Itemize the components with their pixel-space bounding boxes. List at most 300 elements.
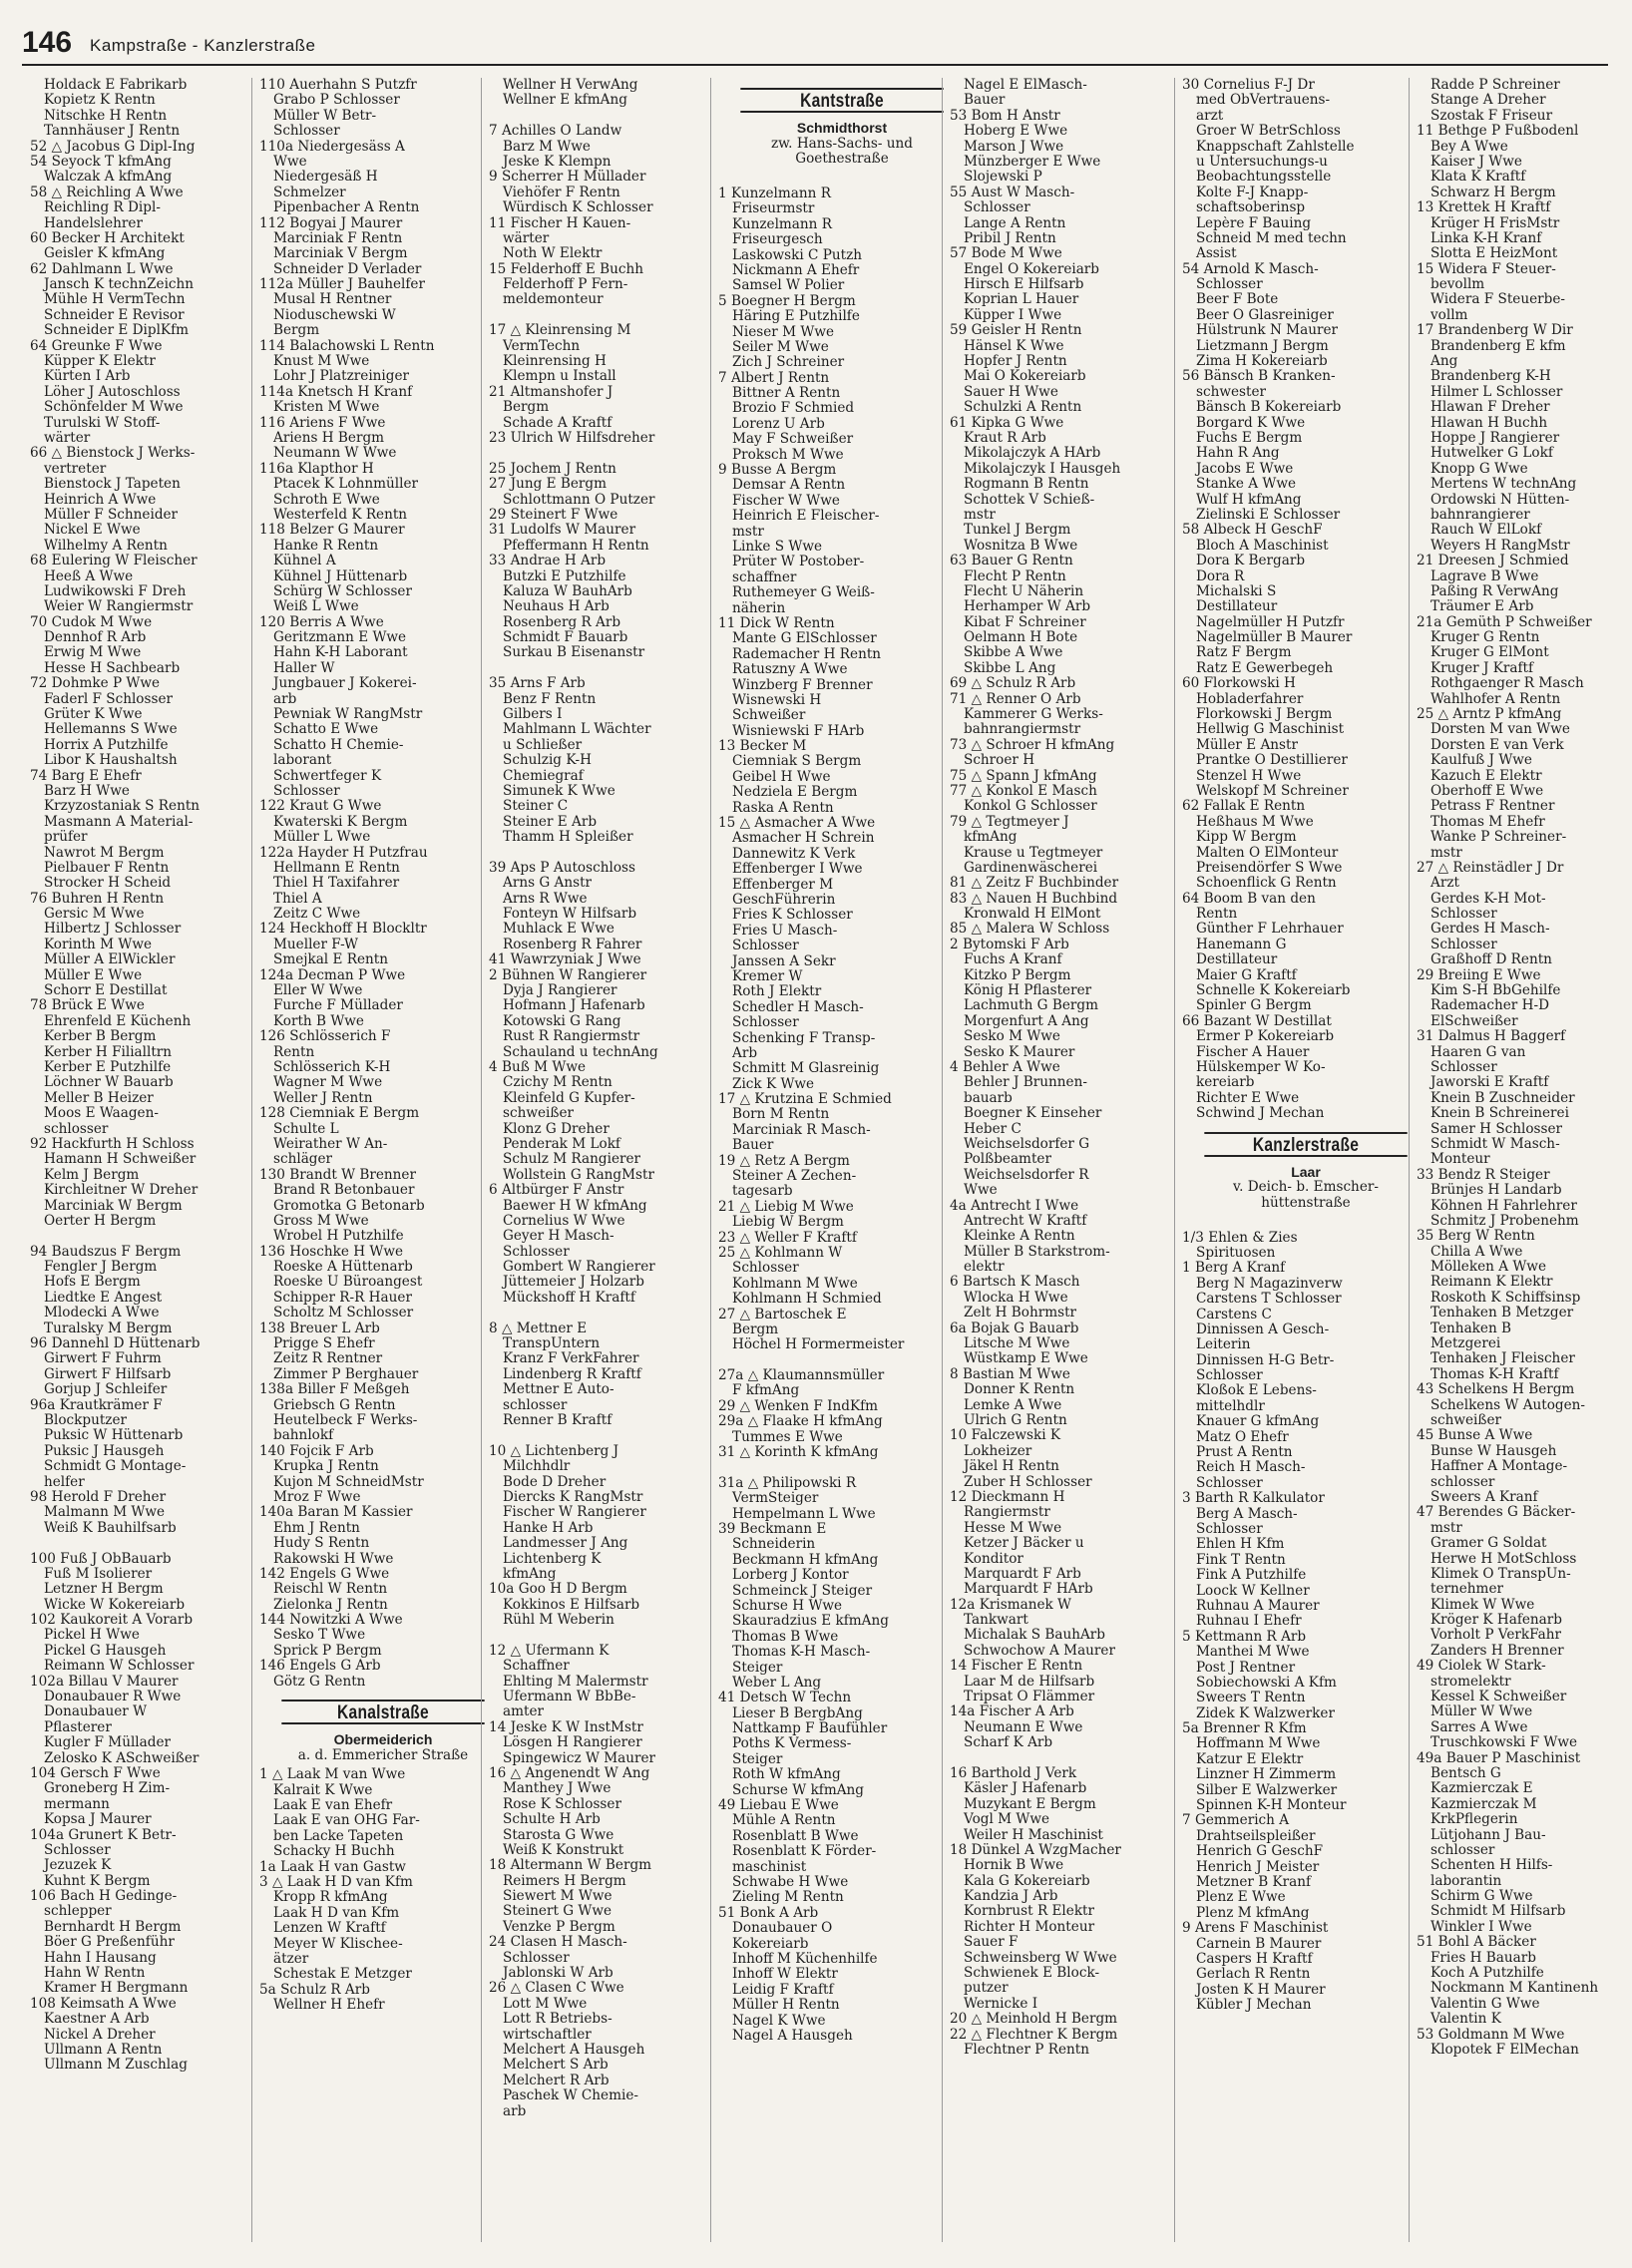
street-name: Kantstraße [740, 88, 943, 113]
directory-entry: Kerber E Putzhilfe [44, 1060, 172, 1075]
directory-entry: 1 Berg A Kranf [1182, 1261, 1286, 1277]
directory-entry: Wwe [964, 1183, 998, 1199]
directory-entry: 3 Barth R Kalkulator [1182, 1491, 1325, 1507]
directory-entry: Kraut R Arb [964, 430, 1046, 446]
directory-entry: Renner B Kraftf [503, 1412, 612, 1428]
directory-entry: 51 Bonk A Arb [718, 1905, 819, 1921]
directory-entry: Pickel H Wwe [44, 1628, 140, 1644]
directory-entry: 62 Fallak E Rentn [1182, 799, 1306, 815]
directory-entry: Handelslehrer [44, 215, 143, 231]
directory-entry: Winzberg F Brenner [732, 677, 873, 693]
directory-entry: Simunek K Wwe [503, 783, 615, 799]
directory-entry: kfmAng [964, 830, 1018, 846]
directory-entry: Tenhaken J Fleischer [1430, 1351, 1575, 1367]
directory-entry: Lindenberg R Kraftf [503, 1366, 641, 1382]
directory-entry: Thiel H Taxifahrer [273, 876, 400, 892]
directory-entry: Lichtenberg K [503, 1551, 602, 1567]
directory-entry: Mückshoff H Kraftf [503, 1290, 635, 1306]
directory-entry: Schlosser [503, 1244, 570, 1260]
directory-entry: 55 Aust W Masch- [950, 185, 1075, 200]
directory-entry: 128 Ciemniak E Bergm [259, 1106, 420, 1122]
directory-entry: Hülstrunk N Maurer [1196, 323, 1338, 339]
directory-entry: Ufermann W BbBe- [503, 1690, 636, 1705]
directory-entry: Thiel A [273, 891, 322, 907]
directory-entry: Jacobs E Wwe [1196, 461, 1294, 477]
directory-entry: Gerlach R Rentn [1196, 1967, 1311, 1983]
directory-entry: 27 △ Bartoschek E [718, 1307, 847, 1323]
directory-entry: Schlosser [1430, 1060, 1497, 1075]
directory-entry: Loock W Kellner [1196, 1583, 1310, 1599]
directory-entry: Schestak E Metzger [273, 1967, 412, 1983]
directory-entry: Schlosser [273, 783, 340, 799]
directory-entry: Lohr J Platzreiniger [273, 369, 410, 385]
directory-entry: Koprian L Hauer [964, 292, 1079, 308]
directory-entry: 104 Gersch F Wwe [30, 1765, 161, 1781]
directory-entry: Marson J Wwe [964, 139, 1064, 155]
directory-entry: schläger [273, 1152, 333, 1168]
directory-entry: 31 Dalmus H Baggerf [1417, 1029, 1566, 1045]
directory-entry: Höchel H Formermeister [732, 1337, 905, 1353]
directory-entry: Meller B Heizer [44, 1090, 154, 1106]
directory-entry: 29 Breiing E Wwe [1417, 967, 1541, 983]
directory-entry: schlosser [44, 1121, 109, 1137]
directory-entry: Gerdes K-H Mot- [1430, 891, 1546, 907]
directory-entry: Meyer W Klischee- [273, 1936, 403, 1952]
directory-entry: 124a Decman P Wwe [259, 967, 406, 983]
directory-entry: 21 Altmanshofer J [489, 384, 613, 400]
directory-entry: Sauer F [964, 1935, 1019, 1951]
directory-entry: 140 Fojcik F Arb [259, 1443, 374, 1459]
directory-entry: Zich J Schreiner [732, 355, 845, 371]
directory-entry: Kibat F Schreiner [964, 614, 1086, 630]
directory-entry: wärter [44, 430, 91, 446]
directory-entry: Kala G Kokereiarb [964, 1873, 1090, 1889]
directory-entry: Rothgaenger R Masch [1430, 676, 1584, 692]
directory-entry: Steiner E Arb [503, 814, 598, 830]
directory-entry: Rentn [273, 1044, 315, 1060]
directory-entry: 17 Brandenberg W Dir [1417, 323, 1573, 339]
directory-entry: 5a Brenner R Kfm [1182, 1721, 1307, 1737]
directory-entry: Girwert F Hilfsarb [44, 1366, 172, 1382]
directory-entry: mermann [44, 1796, 110, 1812]
directory-entry: 16 △ Angenendt W Ang [489, 1765, 650, 1781]
directory-entry: Knauer G kfmAng [1196, 1414, 1320, 1430]
directory-entry: Cornelius W Wwe [503, 1213, 625, 1229]
directory-entry: Kazuch E Elektr [1430, 768, 1542, 784]
directory-entry: Wahlhofer A Rentn [1430, 691, 1561, 707]
directory-entry: Chilla A Wwe [1430, 1244, 1523, 1260]
directory-entry: Schlosser [964, 200, 1030, 216]
directory-entry: Jaworski E Kraftf [1430, 1075, 1549, 1091]
directory-entry: ElSchweißer [1430, 1013, 1518, 1029]
directory-entry: Löchner W Bauarb [44, 1075, 174, 1091]
directory-entry: Lagrave B Wwe [1430, 568, 1539, 584]
directory-entry: Schlosser [732, 939, 799, 954]
directory-entry: Ruhnau I Ehefr [1196, 1614, 1302, 1630]
directory-entry: Tenhaken B [1430, 1321, 1512, 1336]
directory-entry: Hahn W Rentn [44, 1966, 146, 1982]
directory-entry [718, 1460, 966, 1475]
directory-entry: Rust R Rangiermstr [503, 1029, 640, 1045]
directory-entry: Schlosser [1430, 937, 1497, 952]
directory-entry: Butzki E Putzhilfe [503, 568, 626, 584]
directory-entry: Hoberg E Wwe [964, 124, 1068, 140]
directory-entry: Brandenberg K-H [1430, 369, 1551, 385]
directory-entry: Ang [1430, 354, 1458, 370]
directory-entry [489, 446, 736, 461]
directory-entry: Käsler J Hafenarb [964, 1781, 1087, 1797]
directory-entry: Bunse W Hausgeh [1430, 1443, 1557, 1459]
directory-entry: Fries H Bauarb [1430, 1950, 1536, 1966]
directory-entry: Kunzelmann R [732, 216, 832, 232]
directory-entry: Weichselsdorfer G [964, 1136, 1090, 1152]
directory-entry: 98 Herold F Dreher [30, 1489, 167, 1505]
directory-entry [489, 109, 736, 124]
directory-entry: Truschkowski F Wwe [1430, 1735, 1578, 1751]
directory-entry: Nickel E Wwe [44, 523, 141, 539]
directory-entry: 110 Auerhahn S Putzfr [259, 78, 417, 93]
directory-entry: 18 Altermann W Bergm [489, 1858, 652, 1874]
directory-entry: 60 Becker H Architekt [30, 230, 185, 246]
directory-entry: 71 △ Renner O Arb [950, 691, 1081, 707]
directory-entry: Post J Rentner [1196, 1660, 1296, 1676]
directory-entry: schlosser [1430, 1842, 1495, 1858]
column-separator [1409, 78, 1410, 2242]
directory-entry: 116a Klapthor H [259, 461, 374, 477]
directory-entry: Jansch K technZeichn [44, 277, 195, 293]
directory-entry: 29 Steinert F Wwe [489, 507, 618, 523]
directory-entry: Gardinenwäscherei [964, 860, 1098, 876]
directory-entry: 64 Boom B van den [1182, 891, 1316, 907]
directory-entry: Schulzig K-H [503, 753, 592, 769]
directory-entry: 47 Berendes G Bäcker- [1417, 1505, 1576, 1521]
directory-entry: Mroz F Wwe [273, 1489, 361, 1505]
directory-entry: Klata K Kraftf [1430, 170, 1526, 186]
directory-entry: 9 Busse A Bergm [718, 463, 837, 479]
directory-entry: Gersic M Wwe [44, 907, 145, 923]
directory-entry: Lange A Rentn [964, 215, 1066, 231]
directory-entry: 9 Scherrer H Müllader [489, 170, 646, 186]
directory-entry: Fischer W Wwe [732, 493, 840, 509]
directory-entry: 49 Liebau E Wwe [718, 1798, 839, 1814]
directory-entry: Rose K Schlosser [503, 1796, 621, 1812]
directory-entry: Schneiderin [732, 1537, 816, 1553]
directory-entry: 25 △ Kohlmann W [718, 1245, 843, 1261]
directory-entry: 12 Dieckmann H [950, 1489, 1065, 1505]
directory-entry: 75 △ Spann J kfmAng [950, 768, 1097, 784]
directory-entry: Scholtz M Schlosser [273, 1306, 414, 1322]
directory-entry: 49a Bauer P Maschinist [1417, 1750, 1581, 1766]
directory-entry: Nickmann A Ehefr [732, 262, 860, 278]
directory-entry: 1a Laak H van Gastw [259, 1859, 406, 1875]
directory-entry: Effenberger M [732, 877, 834, 893]
directory-entry: ben Lacke Tapeten [273, 1828, 404, 1844]
directory-entry [950, 1751, 1197, 1766]
directory-entry: Griebsch G Rentn [273, 1397, 396, 1413]
directory-entry: bevollm [1430, 277, 1485, 293]
directory-entry: Nagelmüller H Putzfr [1196, 614, 1345, 630]
directory-entry: Schlosser [44, 1842, 111, 1858]
directory-entry: Furche F Müllader [273, 998, 403, 1014]
directory-entry: bahnrangierer [1430, 507, 1530, 523]
directory-entry: 11 Dick W Rentn [718, 615, 835, 631]
directory-entry: Asmacher H Schrein [732, 831, 875, 847]
directory-entry: Ratz E Gewerbegeh [1196, 660, 1334, 676]
directory-entry: 114a Knetsch H Kranf [259, 384, 413, 400]
directory-entry: Fuchs E Bergm [1196, 430, 1303, 446]
directory-entry: Skibbe L Ang [964, 660, 1056, 676]
directory-entry: Gorjup J Schleifer [44, 1382, 168, 1398]
directory-entry: Kandzia J Arb [964, 1889, 1058, 1905]
directory-entry: 11 Fischer H Kauen- [489, 215, 631, 231]
directory-entry: Leidig F Kraftf [732, 1982, 834, 1998]
directory-entry: Hellwig G Maschinist [1196, 722, 1345, 738]
directory-entry: Nagelmüller B Maurer [1196, 630, 1353, 646]
directory-entry: Tripsat O Flämmer [964, 1690, 1095, 1705]
directory-entry: Masmann A Material- [44, 814, 194, 830]
directory-entry: Marciniak F Rentn [273, 230, 403, 246]
directory-entry: Heinrich E Fleischer- [732, 509, 880, 525]
directory-entry: Skauradzius E kfmAng [732, 1614, 889, 1630]
directory-entry: Assist [1196, 246, 1237, 262]
directory-entry: Zima H Kokereiarb [1196, 354, 1328, 370]
directory-entry: Mahlmann L Wächter [503, 722, 651, 738]
directory-entry: Valentin G Wwe [1430, 1996, 1540, 2012]
directory-entry: Spinler G Bergm [1196, 998, 1312, 1014]
directory-entry: Wernicke I [964, 1996, 1038, 2012]
directory-entry: Schmidt G Montage- [44, 1459, 187, 1475]
directory-entry: Köhnen H Fahrlehrer [1430, 1198, 1577, 1214]
directory-entry: Koch A Putzhilfe [1430, 1966, 1544, 1982]
directory-entry: Schwabe H Wwe [732, 1874, 849, 1890]
directory-entry: Rosenblatt B Wwe [732, 1828, 859, 1844]
directory-entry: Drahtseilspleißer [1196, 1828, 1316, 1844]
directory-entry: Schlosser [1196, 277, 1263, 293]
directory-entry: Schlösserich K-H [273, 1060, 391, 1075]
directory-entry: bahnlokf [273, 1428, 334, 1444]
directory-entry: Malmann M Wwe [44, 1505, 166, 1521]
directory-entry: Jüttemeier J Holzarb [503, 1275, 644, 1291]
directory-entry: VermSteiger [732, 1491, 819, 1507]
directory-entry [489, 1306, 736, 1321]
directory-entry: Eller W Wwe [273, 983, 363, 999]
directory-entry: Mölleken A Wwe [1430, 1260, 1546, 1276]
directory-entry: Nitschke H Rentn [44, 108, 168, 124]
directory-entry: Tankwart [964, 1613, 1028, 1629]
directory-entry: Roeske U Büroangest [273, 1275, 423, 1291]
directory-entry: Schlosser [1196, 1475, 1263, 1491]
directory-entry: Radde P Schreiner [1430, 78, 1560, 93]
directory-entry: Schlosser [1196, 1522, 1263, 1537]
directory-entry: Schmidt W Masch- [1430, 1136, 1560, 1152]
directory-entry: Tummes E Wwe [732, 1429, 843, 1445]
directory-entry: Vogl M Wwe [964, 1812, 1050, 1828]
directory-entry: Schmeinck J Steiger [732, 1583, 873, 1599]
directory-entry: Ullmann M Zuschlag [44, 2058, 188, 2074]
directory-entry: Dinnissen A Gesch- [1196, 1322, 1330, 1337]
directory-entry: Kürten I Arb [44, 369, 131, 385]
directory-entry: 45 Bunse A Wwe [1417, 1428, 1533, 1444]
directory-entry: Skibbe A Wwe [964, 645, 1063, 661]
directory-entry: Beer F Bote [1196, 292, 1279, 308]
directory-entry: Kotowski G Rang [503, 1013, 621, 1029]
directory-entry: Sesko T Wwe [273, 1628, 366, 1644]
directory-entry: Donner K Rentn [964, 1382, 1075, 1398]
directory-entry: Ehrenfeld E Küchenh [44, 1013, 192, 1029]
directory-entry: Destillateur [1196, 599, 1278, 615]
directory-entry: schweißer [503, 1106, 574, 1122]
directory-entry: Schade A Kraftf [503, 415, 612, 431]
directory-entry: Götz G Rentn [273, 1674, 366, 1690]
directory-entry: Wrobel H Putzhilfe [273, 1229, 404, 1245]
directory-entry: Born M Rentn [732, 1107, 830, 1123]
directory-entry: Herwe H MotSchloss [1430, 1551, 1577, 1567]
directory-entry: Schneider E DiplKfm [44, 323, 190, 339]
directory-entry: Thomas K-H Kraftf [1430, 1366, 1559, 1382]
directory-entry: Kalrait K Wwe [273, 1782, 373, 1798]
directory-entry: Roth J Elektr [732, 984, 822, 1000]
directory-entry: Friseurgesch [732, 232, 823, 248]
directory-entry: u Untersuchungs-u [1196, 154, 1328, 170]
directory-entry: Kitzko P Bergm [964, 967, 1071, 983]
directory-entry: Dennhof R Arb [44, 630, 147, 646]
directory-entry: Schweißer [732, 708, 806, 724]
directory-entry: 72 Dohmke P Wwe [30, 676, 161, 692]
page-number: 146 [22, 26, 73, 59]
directory-entry: 13 Becker M [718, 739, 807, 755]
directory-entry [718, 172, 966, 187]
directory-entry: Penderak M Lokf [503, 1136, 620, 1152]
directory-entry: Walczak A kfmAng [44, 170, 173, 186]
directory-entry [489, 846, 736, 861]
directory-entry: Lorberg J Kontor [732, 1568, 849, 1584]
directory-entry: Mueller F-W [273, 937, 358, 952]
directory-entry: Kirchleitner W Dreher [44, 1183, 199, 1199]
directory-entry: Hanke R Rentn [273, 538, 379, 554]
directory-entry: u Schließer [503, 737, 583, 753]
directory-entry: Henrich J Meister [1196, 1859, 1320, 1875]
directory-entry: Arzt [1430, 876, 1459, 892]
directory-entry: Ermer P Kokereiarb [1196, 1029, 1335, 1045]
directory-entry: Beobachtungsstelle [1196, 170, 1332, 186]
directory-entry: Linzner H Zimmerm [1196, 1767, 1337, 1783]
directory-entry: 96 Dannehl D Hüttenarb [30, 1336, 201, 1352]
directory-entry: Schwochow A Maurer [964, 1643, 1115, 1659]
directory-entry: Turulski W Stoff- [44, 415, 161, 431]
directory-entry: Pribil J Rentn [964, 230, 1056, 246]
directory-entry: Lott R Betriebs- [503, 2012, 612, 2028]
directory-entry: Schneider D Verlader [273, 261, 422, 277]
directory-entry: Richter E Wwe [1196, 1090, 1300, 1106]
directory-entry: Schwienek E Block- [964, 1966, 1100, 1982]
directory-entry: bahnrangiermstr [964, 722, 1081, 738]
directory-entry: Hobladerfahrer [1196, 691, 1304, 707]
directory-entry: Müller E Anstr [1196, 737, 1298, 753]
directory-entry: Kokkinos E Hilfsarb [503, 1597, 640, 1613]
directory-entry: Puksic W Hüttenarb [44, 1428, 184, 1444]
directory-entry: 30 Cornelius F-J Dr [1182, 78, 1315, 93]
directory-entry: Bernhardt H Bergm [44, 1919, 182, 1935]
directory-entry: Fink A Putzhilfe [1196, 1568, 1307, 1584]
directory-entry: 60 Florkowski H [1182, 676, 1296, 692]
directory-entry: Haller W [273, 660, 335, 676]
directory-entry: 21 △ Liebig M Wwe [718, 1199, 854, 1215]
directory-entry: Slojewski P [964, 170, 1042, 186]
directory-entry: Geyer H Masch- [503, 1229, 614, 1245]
directory-entry: 81 △ Zeitz F Buchbinder [950, 876, 1119, 892]
directory-entry: Wwe [273, 154, 307, 170]
directory-entry: Benz F Rentn [503, 691, 597, 707]
directory-entry: Müller W Betr- [273, 108, 377, 124]
directory-entry: Müller H Rentn [732, 1998, 840, 2014]
directory-entry: Fries K Schlosser [732, 908, 853, 924]
directory-entry: 18 Dünkel A WzgMacher [950, 1842, 1121, 1858]
directory-entry: Petrass F Rentner [1430, 799, 1555, 815]
directory-entry: 126 Schlösserich F [259, 1029, 391, 1045]
directory-entry: Berg A Masch- [1196, 1506, 1298, 1522]
directory-entry: Weiß L Wwe [273, 599, 359, 615]
directory-entry: Plenz E Wwe [1196, 1890, 1286, 1906]
directory-entry: 58 Albeck H GeschF [1182, 523, 1323, 539]
directory-entry: Lorenz U Arb [732, 416, 825, 432]
directory-entry: Schwertfeger K [273, 768, 382, 784]
directory-entry: VermTechn [503, 338, 581, 354]
directory-entry: Katzur E Elektr [1196, 1751, 1304, 1767]
directory-entry: Schmidt M Hilfsarb [1430, 1904, 1566, 1920]
directory-entry: 7 Gemmerich A [1182, 1813, 1290, 1829]
directory-entry: Schaffner [503, 1659, 570, 1675]
directory-entry: Prüter W Postober- [732, 555, 865, 570]
directory-entry: Rentn [1196, 907, 1238, 923]
directory-entry: Monteur [1430, 1152, 1490, 1168]
directory-entry: Marciniak W Bergm [44, 1198, 183, 1214]
directory-entry: Geritzmann E Wwe [273, 630, 407, 646]
directory-entry: Kropp R kfmAng [273, 1890, 388, 1906]
directory-entry: amter [503, 1704, 545, 1720]
directory-entry: Samer H Schlosser [1430, 1121, 1563, 1137]
page-title: Kampstraße - Kanzlerstraße [90, 36, 316, 55]
directory-entry: 2 Bytomski F Arb [950, 937, 1069, 952]
directory-entry: Schmidt F Bauarb [503, 630, 628, 646]
directory-entry: Münzberger E Wwe [964, 154, 1101, 170]
directory-entry: wärter [503, 230, 550, 246]
directory-entry: Schweinsberg W Wwe [964, 1950, 1117, 1966]
directory-entry: Laak E van OHG Far- [273, 1813, 420, 1829]
directory-entry [489, 1428, 736, 1443]
directory-entry [30, 1229, 277, 1244]
directory-entry: 116 Ariens F Wwe [259, 415, 386, 431]
directory-entry: Metzner B Kranf [1196, 1874, 1312, 1890]
directory-entry: Scharf K Arb [964, 1735, 1053, 1751]
directory-entry: Melchert A Hausgeh [503, 2043, 645, 2058]
directory-entry: Schirm G Wwe [1430, 1889, 1533, 1905]
directory-entry: Gramer G Soldat [1430, 1536, 1547, 1552]
directory-entry: Liebig W Bergm [732, 1215, 844, 1231]
directory-entry: Pielbauer F Rentn [44, 860, 170, 876]
directory-entry: schweißer [1430, 1412, 1501, 1428]
directory-entry: 13 Krettek H Kraftf [1417, 200, 1551, 216]
directory-entry: 112a Müller J Bauhelfer [259, 277, 425, 293]
directory-entry: Stenzel H Wwe [1196, 768, 1302, 784]
directory-entry: Pipenbacher A Rentn [273, 200, 420, 216]
directory-entry: Zelt H Bohrmstr [964, 1306, 1077, 1322]
directory-entry: Knopp G Wwe [1430, 461, 1528, 477]
directory-entry: Gross M Wwe [273, 1213, 369, 1229]
directory-entry: Schulte H Arb [503, 1812, 601, 1828]
directory-entry: Felderhoff P Fern- [503, 277, 628, 293]
directory-entry: Fink T Rentn [1196, 1552, 1286, 1568]
directory-entry: Horrix A Putzhilfe [44, 737, 169, 753]
